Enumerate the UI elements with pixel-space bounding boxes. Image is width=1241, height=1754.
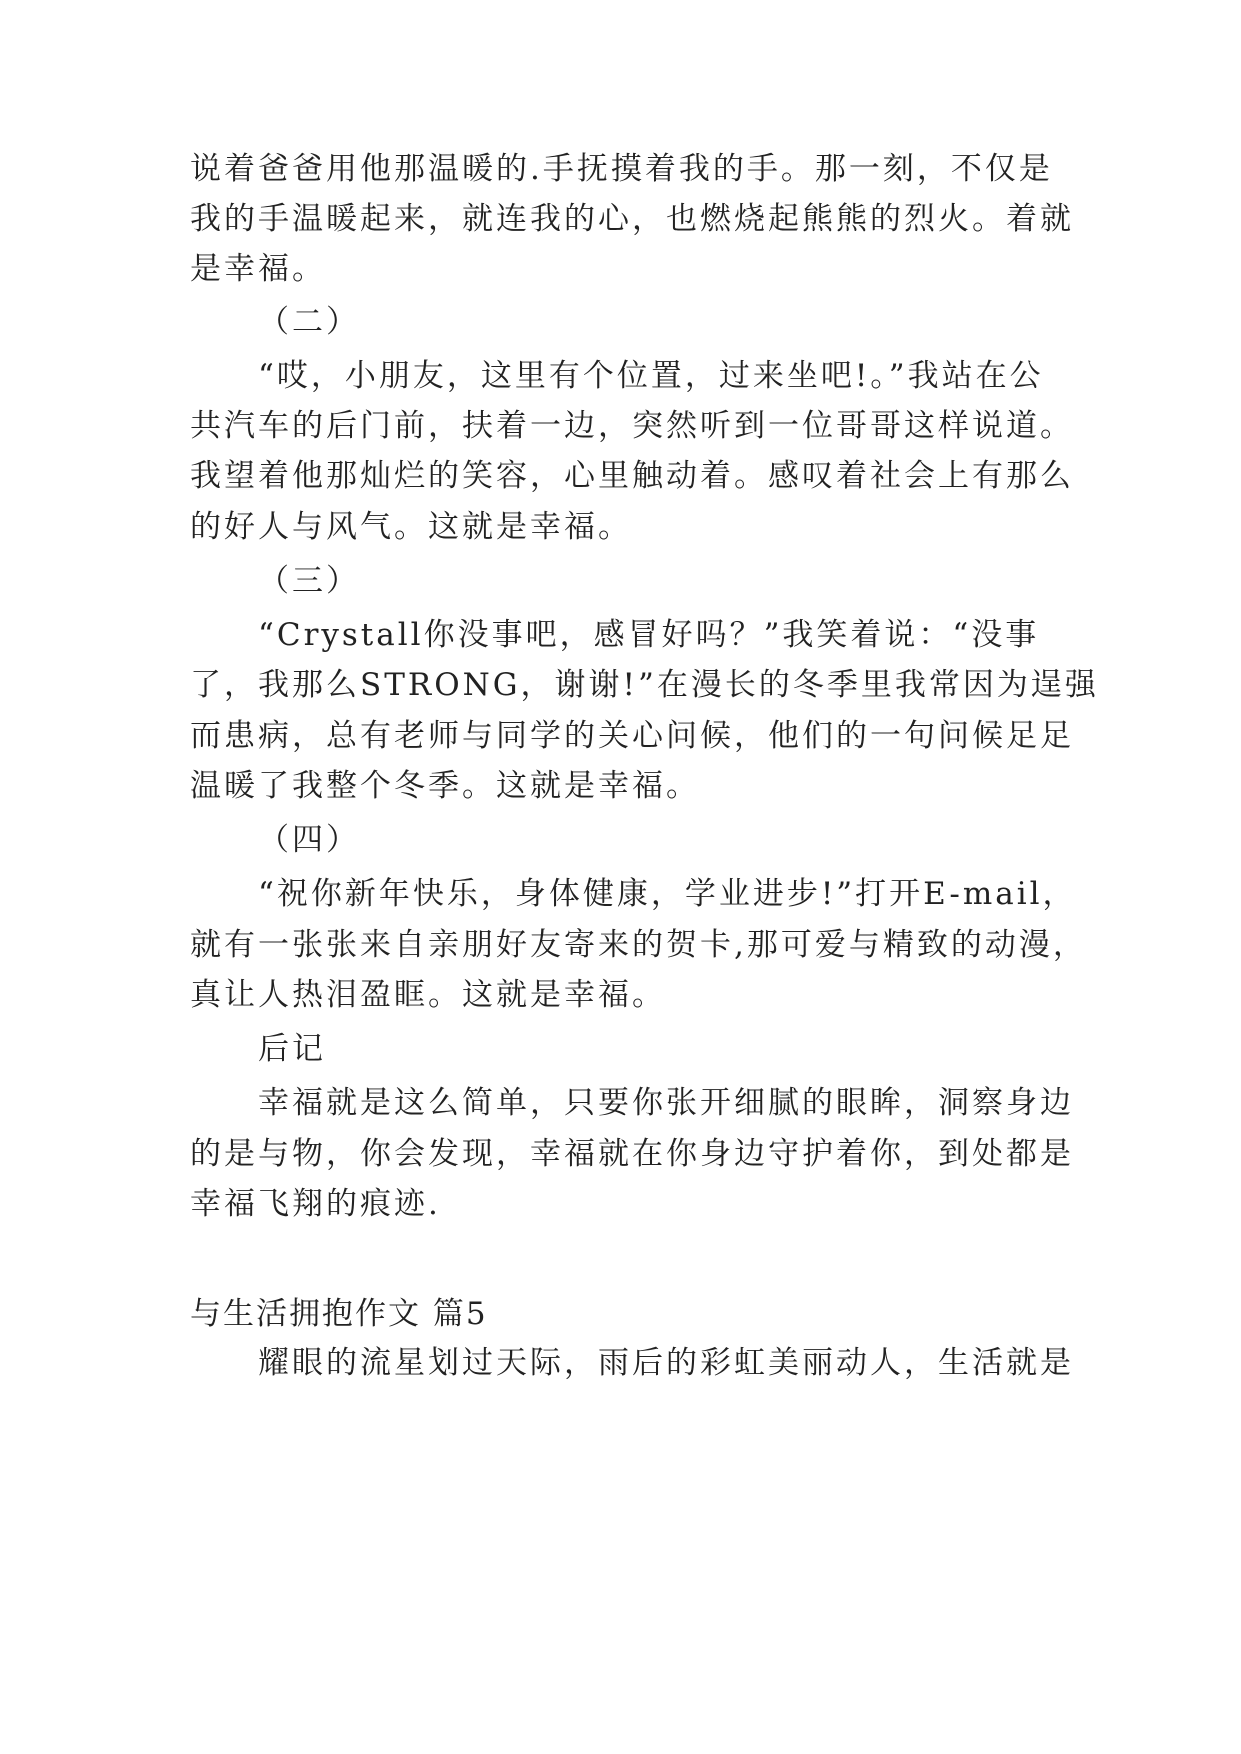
paragraph-line: 而患病，总有老师与同学的关心问候，他们的一句问候足足	[190, 718, 1074, 754]
afterword-label: 后记	[258, 1031, 326, 1067]
paragraph-line: “Crystall你没事吧，感冒好吗？”我笑着说：“没事	[258, 617, 1040, 653]
paragraph-line: 共汽车的后门前，扶着一边，突然听到一位哥哥这样说道。	[190, 408, 1074, 444]
section-title: 与生活拥抱作文 篇5	[190, 1296, 488, 1332]
paragraph-line: 说着爸爸用他那温暖的.手抚摸着我的手。那一刻，不仅是	[190, 151, 1053, 187]
paragraph-line: 的好人与风气。这就是幸福。	[190, 509, 632, 545]
paragraph-line: 温暖了我整个冬季。这就是幸福。	[190, 768, 700, 804]
paragraph-line: “哎，小朋友，这里有个位置，过来坐吧!。”我站在公	[258, 358, 1044, 394]
paragraph-line: 真让人热泪盈眶。这就是幸福。	[190, 977, 666, 1013]
paragraph-line: 我的手温暖起来，就连我的心，也燃烧起熊熊的烈火。着就	[190, 201, 1074, 237]
section-marker-4: （四）	[258, 822, 360, 858]
paragraph-line: 的是与物，你会发现，幸福就在你身边守护着你，到处都是	[190, 1136, 1074, 1172]
paragraph-line: 幸福飞翔的痕迹.	[190, 1186, 441, 1222]
paragraph-line: “祝你新年快乐，身体健康，学业进步!”打开E-mail，	[258, 876, 1077, 912]
paragraph-line: 我望着他那灿烂的笑容，心里触动着。感叹着社会上有那么	[190, 458, 1074, 494]
paragraph-line: 幸福就是这么简单，只要你张开细腻的眼眸，洞察身边	[258, 1085, 1074, 1121]
section-marker-2: （二）	[258, 304, 360, 340]
section-marker-3: （三）	[258, 563, 360, 599]
paragraph-line: 就有一张张来自亲朋好友寄来的贺卡,那可爱与精致的动漫，	[190, 927, 1087, 963]
paragraph-line: 是幸福。	[190, 251, 326, 287]
paragraph-line: 了，我那么STRONG，谢谢!”在漫长的冬季里我常因为逞强	[190, 667, 1099, 703]
paragraph-line: 耀眼的流星划过天际，雨后的彩虹美丽动人，生活就是	[258, 1345, 1074, 1381]
